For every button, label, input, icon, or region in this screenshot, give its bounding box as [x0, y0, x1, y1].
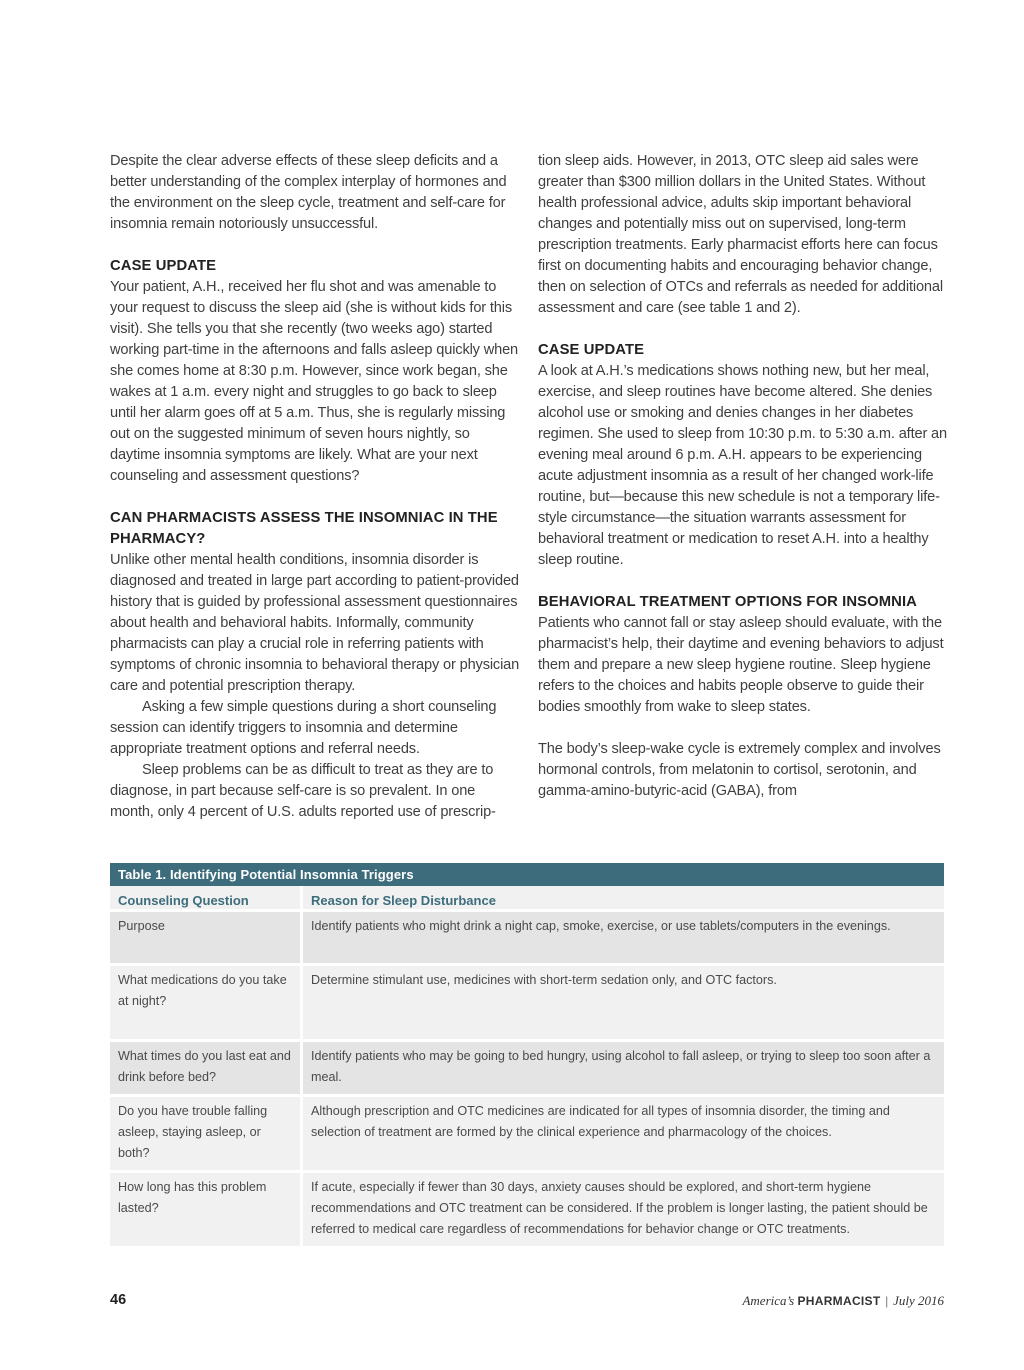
right-column [538, 151, 948, 802]
magazine-footer [742, 1293, 944, 1309]
assess-paragraph-1: Unlike other mental health conditions, insomnia disorder is diagnosed and treated in large part according to patient-provided history that is guided by professional assessment questionnaires about health and behavioral habits. Informally, community pharmacists can play a crucial role in referring patients with symptoms of chronic insomnia to behavioral therapy or physician care and potential prescription therapy. [110, 552, 520, 694]
table-body [110, 886, 944, 1249]
assess-paragraph-3: Sleep problems can be as difficult to treat as they are to diagnose, in part because self-care is so prevalent. In one month, only 4 percent of U.S. adults reported use of prescrip- [110, 762, 496, 820]
magazine-name-bold: PHARMACIST [797, 1294, 881, 1308]
column-header: Reason for Sleep Disturbance [303, 886, 944, 912]
assess-paragraph-2: Asking a few simple questions during a short counseling session can identify triggers to insomnia and determine appropriate treatment options and referral needs. [110, 699, 497, 757]
table-row [110, 1097, 944, 1173]
assess-section-heading: CAN PHARMACISTS ASSESS THE INSOMNIAC IN THE PHARMACY? [110, 510, 498, 547]
table-row [110, 966, 944, 1042]
case-update-body: A look at A.H.’s medications shows nothing new, but her meal, exercise, and sleep routines have become altered. She denies alcohol use or smoking and denies changes in her diabetes regimen. She used to sleep from 10:30 p.m. to 5:30 a.m. after an evening meal around 6 p.m. A.H. appears to be experiencing acute adjustment insomnia as a result of her changed work-life routine, but—because this new schedule is not a temporary life-style circumstance—the situation warrants assessment for behavioral treatment or medication to reset A.H. into a healthy sleep routine. [538, 363, 947, 568]
case-update-heading: CASE UPDATE [538, 342, 645, 358]
table-cell: If acute, especially if fewer than 30 days, anxiety causes should be explored, and short-term hygiene recommendations and OTC treatment can be considered. If the problem is longer lasting, the patient should be referred to medical care regardless of recommendations for behavior change or OTC treatments. [303, 1173, 944, 1249]
page-number: 46 [110, 1292, 127, 1308]
table-cell: Although prescription and OTC medicines are indicated for all types of insomnia disorder, the timing and selection of treatment are formed by the clinical experience and pharmacology of the choices. [303, 1097, 944, 1173]
issue-date: July 2016 [893, 1293, 944, 1308]
intro-paragraph: Despite the clear adverse effects of these sleep deficits and a better understanding of the complex interplay of hormones and the environment on the sleep cycle, treatment and self-care for insomnia remain notoriously unsuccessful. [110, 153, 507, 232]
table-header-row [110, 886, 944, 912]
insomnia-triggers-table [110, 863, 944, 1249]
table-cell: Identify patients who might drink a night cap, smoke, exercise, or use tablets/computers in the evenings. [303, 912, 944, 966]
table-cell: How long has this problem lasted? [110, 1173, 303, 1249]
case-update-body: Your patient, A.H., received her flu shot and was amenable to your request to discuss the sleep aid (she is without kids for this visit). She tells you that she recently (two weeks ago) started working part-time in the afternoons and falls asleep quickly when she comes home at 8:30 p.m. However, since work began, she wakes at 1 a.m. every night and struggles to go back to sleep until her alarm goes off at 5 a.m. Thus, she is regularly missing out on the suggested minimum of seven hours nightly, so daytime insomnia symptoms are likely. What are your next counseling and assessment questions? [110, 279, 519, 484]
footer-separator: | [885, 1293, 889, 1308]
behavioral-paragraph-2: The body’s sleep-wake cycle is extremely complex and involves hormonal controls, from melatonin to cortisol, serotonin, and gamma-amino-butyric-acid (GABA), from [538, 741, 941, 799]
case-update-heading: CASE UPDATE [110, 258, 217, 274]
magazine-name-italic: America’s [742, 1293, 795, 1308]
column-header: Counseling Question [110, 886, 303, 912]
table-title: Table 1. Identifying Potential Insomnia Triggers [110, 863, 944, 886]
table-cell: Do you have trouble falling asleep, staying asleep, or both? [110, 1097, 303, 1173]
table-cell: What times do you last eat and drink before bed? [110, 1042, 303, 1097]
behavioral-section-heading: BEHAVIORAL TREATMENT OPTIONS FOR INSOMNIA [538, 594, 917, 610]
table-cell: Purpose [110, 912, 303, 966]
table-row [110, 1042, 944, 1097]
left-column [110, 151, 520, 823]
table-row [110, 1173, 944, 1249]
table-cell: Identify patients who may be going to bed hungry, using alcohol to fall asleep, or trying to sleep too soon after a meal. [303, 1042, 944, 1097]
behavioral-paragraph-1: Patients who cannot fall or stay asleep should evaluate, with the pharmacist’s help, their daytime and evening behaviors to adjust them and prepare a new sleep hygiene routine. Sleep hygiene refers to the choices and habits people observe to guide their bodies smoothly from wake to sleep states. [538, 615, 944, 715]
table-row [110, 912, 944, 966]
table-cell: Determine stimulant use, medicines with short-term sedation only, and OTC factors. [303, 966, 944, 1042]
continued-paragraph: tion sleep aids. However, in 2013, OTC sleep aid sales were greater than $300 million dollars in the United States. Without health professional advice, adults skip important behavioral changes and potentially miss out on supervised, long-term prescription treatments. Early pharmacist efforts here can focus first on documenting habits and encouraging behavior change, then on selection of OTCs and referrals as needed for additional assessment and care (see table 1 and 2). [538, 153, 943, 316]
table-cell: What medications do you take at night? [110, 966, 303, 1042]
